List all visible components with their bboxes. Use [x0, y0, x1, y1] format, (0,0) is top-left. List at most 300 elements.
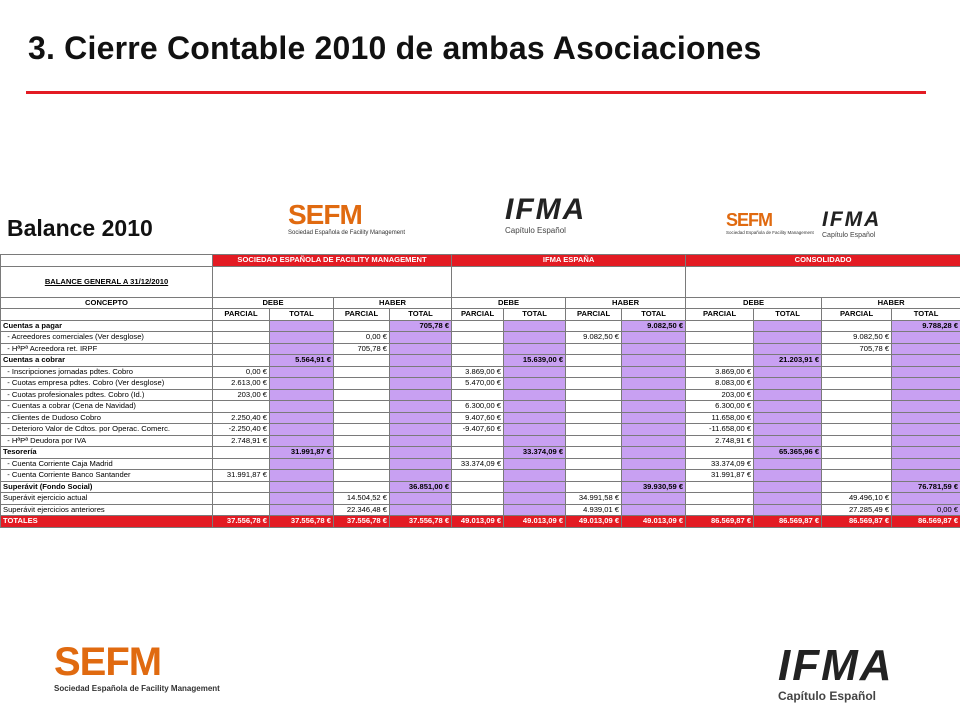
row-value [622, 435, 686, 447]
row-value: 6.300,00 € [452, 401, 504, 413]
row-value: 9.082,50 € [622, 320, 686, 332]
ifma-small-tagline: Capítulo Español [822, 232, 876, 239]
row-value [622, 493, 686, 505]
balance-table [0, 254, 960, 528]
row-value [504, 493, 566, 505]
row-value [390, 435, 452, 447]
row-concept: - Cuentas a cobrar (Cena de Navidad) [1, 401, 213, 413]
row-value [892, 401, 960, 413]
sefm-logo-word: SEFM [288, 199, 362, 230]
row-value: 0,00 € [213, 366, 270, 378]
row-value [390, 389, 452, 401]
row-value [334, 458, 390, 470]
row-value [892, 424, 960, 436]
row-value [270, 378, 334, 390]
row-value [622, 458, 686, 470]
row-value: 65.365,96 € [754, 447, 822, 459]
row-value [452, 320, 504, 332]
row-value [622, 470, 686, 482]
row-concept: - Cuenta Corriente Caja Madrid [1, 458, 213, 470]
row-value [334, 470, 390, 482]
row-value [390, 355, 452, 367]
row-value [566, 401, 622, 413]
table-row [1, 412, 960, 424]
group-header-ifma: IFMA ESPAÑA [452, 255, 686, 267]
row-value [822, 355, 892, 367]
debe-header: DEBE [452, 297, 566, 309]
totals-value: 86.569,87 € [686, 516, 754, 528]
table-row [1, 447, 960, 459]
row-value: 705,78 € [334, 343, 390, 355]
row-value: 21.203,91 € [754, 355, 822, 367]
row-value [622, 412, 686, 424]
sefm-small-word: SEFM [726, 210, 773, 230]
sefm-logo-tagline: Sociedad Española de Facility Management [288, 230, 406, 236]
row-value [452, 470, 504, 482]
row-value [390, 401, 452, 413]
row-value: 4.939,01 € [566, 504, 622, 516]
table-row [1, 378, 960, 390]
row-value [822, 458, 892, 470]
row-value [566, 435, 622, 447]
row-value [504, 378, 566, 390]
row-value [892, 355, 960, 367]
debe-header: DEBE [213, 297, 334, 309]
table-row [1, 401, 960, 413]
row-concept: Cuentas a pagar [1, 320, 213, 332]
row-value [754, 343, 822, 355]
row-value: 705,78 € [390, 320, 452, 332]
row-concept: - Acreedores comerciales (Ver desglose) [1, 332, 213, 344]
row-value [622, 332, 686, 344]
row-concept: - Cuotas profesionales pdtes. Cobro (Id.) [1, 389, 213, 401]
row-value [566, 389, 622, 401]
row-value [452, 355, 504, 367]
totals-value: 37.556,78 € [390, 516, 452, 528]
row-value [822, 389, 892, 401]
row-value [270, 458, 334, 470]
totals-value: 49.013,09 € [452, 516, 504, 528]
row-value: 9.082,50 € [566, 332, 622, 344]
balance-spreadsheet [0, 254, 960, 528]
row-value [504, 320, 566, 332]
row-value: 0,00 € [892, 504, 960, 516]
row-value [754, 493, 822, 505]
totals-value: 49.013,09 € [566, 516, 622, 528]
row-value [566, 320, 622, 332]
parcial-header: PARCIAL [566, 309, 622, 321]
totals-value: 37.556,78 € [213, 516, 270, 528]
row-value [622, 401, 686, 413]
ifma-bottom-word: IFMA [778, 641, 894, 690]
row-value [213, 504, 270, 516]
row-value [822, 320, 892, 332]
row-value [390, 447, 452, 459]
table-row [1, 424, 960, 436]
totals-row [1, 516, 960, 528]
row-value [390, 493, 452, 505]
ifma-small-word: IFMA [822, 208, 882, 231]
row-value [452, 493, 504, 505]
row-value [754, 389, 822, 401]
row-value [686, 320, 754, 332]
row-value: 27.285,49 € [822, 504, 892, 516]
sefm-bottom-word: SEFM [54, 640, 162, 684]
row-concept: Tesorería [1, 447, 213, 459]
row-value [504, 470, 566, 482]
row-value [213, 401, 270, 413]
total-header: TOTAL [892, 309, 960, 321]
row-value [270, 435, 334, 447]
totals-value: 86.569,87 € [892, 516, 960, 528]
row-value [213, 458, 270, 470]
row-value [566, 412, 622, 424]
row-value [334, 481, 390, 493]
row-value [452, 435, 504, 447]
totals-value: 37.556,78 € [334, 516, 390, 528]
row-value [754, 504, 822, 516]
row-value [566, 424, 622, 436]
row-value [270, 504, 334, 516]
table-row [1, 320, 960, 332]
row-value [822, 401, 892, 413]
total-header: TOTAL [754, 309, 822, 321]
row-value [270, 424, 334, 436]
row-value [892, 435, 960, 447]
row-value [334, 424, 390, 436]
table-row [1, 435, 960, 447]
row-value: 9.788,28 € [892, 320, 960, 332]
totals-label: TOTALES [1, 516, 213, 528]
row-value: 3.869,00 € [452, 366, 504, 378]
row-value [452, 447, 504, 459]
row-value: 5.564,91 € [270, 355, 334, 367]
row-value [566, 458, 622, 470]
row-value [622, 355, 686, 367]
row-value [892, 470, 960, 482]
row-concept: - Clientes de Dudoso Cobro [1, 412, 213, 424]
row-value [213, 355, 270, 367]
row-concept: Superávit ejercicio actual [1, 493, 213, 505]
row-value [566, 378, 622, 390]
row-value [892, 447, 960, 459]
row-value: 3.869,00 € [686, 366, 754, 378]
row-concept: Cuentas a cobrar [1, 355, 213, 367]
row-value: -9.407,60 € [452, 424, 504, 436]
parcial-header: PARCIAL [213, 309, 270, 321]
row-value [822, 470, 892, 482]
row-value [686, 504, 754, 516]
row-value [892, 389, 960, 401]
concept-header: CONCEPTO [1, 297, 213, 309]
parcial-header: PARCIAL [452, 309, 504, 321]
row-value [270, 366, 334, 378]
row-value: 31.991,87 € [686, 470, 754, 482]
row-value [270, 332, 334, 344]
title-divider [26, 91, 926, 94]
row-value [822, 481, 892, 493]
row-value [822, 424, 892, 436]
table-row [1, 458, 960, 470]
row-value [334, 320, 390, 332]
row-value [452, 481, 504, 493]
row-value: 203,00 € [213, 389, 270, 401]
row-value: 9.082,50 € [822, 332, 892, 344]
row-value [892, 412, 960, 424]
row-value: 34.991,58 € [566, 493, 622, 505]
row-concept: - Inscripciones jornadas pdtes. Cobro [1, 366, 213, 378]
row-value: 11.658,00 € [686, 412, 754, 424]
row-value [822, 366, 892, 378]
table-row [1, 366, 960, 378]
row-value [334, 401, 390, 413]
row-value [754, 435, 822, 447]
row-value [822, 378, 892, 390]
row-value [213, 493, 270, 505]
balance-subtitle: Balance 2010 [7, 215, 153, 241]
row-value: 2.250,40 € [213, 412, 270, 424]
row-value [566, 355, 622, 367]
row-value [270, 389, 334, 401]
row-value: 33.374,09 € [686, 458, 754, 470]
row-value: 39.930,59 € [622, 481, 686, 493]
row-concept: Superávit (Fondo Social) [1, 481, 213, 493]
row-value [270, 320, 334, 332]
table-row [1, 332, 960, 344]
row-value [452, 389, 504, 401]
row-value [504, 343, 566, 355]
sefm-logo-small [718, 210, 818, 250]
totals-value: 37.556,78 € [270, 516, 334, 528]
sefm-logo-bottom [28, 640, 228, 710]
row-concept: - HªPª Acreedora ret. IRPF [1, 343, 213, 355]
row-value [892, 343, 960, 355]
row-value [622, 424, 686, 436]
row-value [334, 389, 390, 401]
row-value [822, 435, 892, 447]
row-value [270, 493, 334, 505]
row-value [334, 366, 390, 378]
row-value [504, 412, 566, 424]
debe-header: DEBE [686, 297, 822, 309]
row-value: 33.374,09 € [504, 447, 566, 459]
haber-header: HABER [334, 297, 452, 309]
totals-value: 49.013,09 € [504, 516, 566, 528]
row-value [504, 424, 566, 436]
row-value: 14.504,52 € [334, 493, 390, 505]
row-value [622, 366, 686, 378]
row-value: 203,00 € [686, 389, 754, 401]
totals-value: 86.569,87 € [822, 516, 892, 528]
row-value [754, 366, 822, 378]
row-value: 2.748,91 € [213, 435, 270, 447]
row-value [892, 366, 960, 378]
row-value [822, 412, 892, 424]
row-value: 33.374,09 € [452, 458, 504, 470]
row-value [754, 332, 822, 344]
row-value [390, 470, 452, 482]
row-value: 76.781,59 € [892, 481, 960, 493]
haber-header: HABER [566, 297, 686, 309]
row-value [452, 332, 504, 344]
row-value [622, 504, 686, 516]
heading-spacer-ifma [452, 266, 686, 297]
row-value [504, 458, 566, 470]
row-value [213, 343, 270, 355]
row-value [270, 343, 334, 355]
row-value [270, 481, 334, 493]
slide-title: 3. Cierre Contable 2010 de ambas Asociaciones [28, 30, 762, 66]
row-value [270, 470, 334, 482]
row-value [390, 504, 452, 516]
sefm-logo-top [270, 200, 430, 250]
row-value [504, 366, 566, 378]
row-value: 5.470,00 € [452, 378, 504, 390]
row-value [566, 343, 622, 355]
row-value [686, 481, 754, 493]
row-value [892, 332, 960, 344]
row-value [622, 389, 686, 401]
row-value [754, 378, 822, 390]
row-value [754, 481, 822, 493]
row-value [686, 355, 754, 367]
row-value [622, 343, 686, 355]
row-value [390, 412, 452, 424]
ifma-logo-top [505, 194, 635, 244]
row-value [566, 470, 622, 482]
row-value [566, 481, 622, 493]
row-value [390, 424, 452, 436]
row-value [334, 447, 390, 459]
row-value [622, 378, 686, 390]
row-value [686, 332, 754, 344]
row-value [892, 493, 960, 505]
row-value [754, 458, 822, 470]
sefm-small-tagline: Sociedad Española de Facility Management [726, 230, 814, 235]
heading-spacer-sefm [213, 266, 452, 297]
row-concept: - HªPª Deudora por IVA [1, 435, 213, 447]
row-value: 36.851,00 € [390, 481, 452, 493]
row-value: 22.346,48 € [334, 504, 390, 516]
row-value: 705,78 € [822, 343, 892, 355]
row-value: 15.639,00 € [504, 355, 566, 367]
row-value [754, 470, 822, 482]
row-concept: - Cuotas empresa pdtes. Cobro (Ver desglose) [1, 378, 213, 390]
group-header-sefm: SOCIEDAD ESPAÑOLA DE FACILITY MANAGEMENT [213, 255, 452, 267]
row-value: 2.748,91 € [686, 435, 754, 447]
row-value [892, 378, 960, 390]
group-header-consolidado: CONSOLIDADO [686, 255, 960, 267]
row-value [822, 447, 892, 459]
row-value [754, 320, 822, 332]
row-value [213, 332, 270, 344]
header-blank [1, 255, 213, 267]
table-row [1, 470, 960, 482]
total-header: TOTAL [504, 309, 566, 321]
sefm-bottom-tagline: Sociedad Española de Facility Management [54, 684, 220, 693]
haber-header: HABER [822, 297, 960, 309]
row-value [334, 355, 390, 367]
parcial-header: PARCIAL [334, 309, 390, 321]
total-header: TOTAL [390, 309, 452, 321]
row-value [452, 504, 504, 516]
ifma-logo-small [822, 208, 922, 248]
table-row [1, 343, 960, 355]
ifma-bottom-tagline: Capítulo Español [778, 689, 877, 703]
row-value [452, 343, 504, 355]
ifma-logo-bottom [778, 643, 948, 713]
subheader-blank [1, 309, 213, 321]
row-value [390, 366, 452, 378]
ifma-logo-word: IFMA [505, 193, 587, 226]
row-value: 6.300,00 € [686, 401, 754, 413]
balance-heading: BALANCE GENERAL A 31/12/2010 [1, 266, 213, 297]
row-value [686, 447, 754, 459]
row-value [390, 343, 452, 355]
row-value [754, 412, 822, 424]
row-concept: - Cuenta Corriente Banco Santander [1, 470, 213, 482]
parcial-header: PARCIAL [822, 309, 892, 321]
row-value [504, 332, 566, 344]
row-value [213, 447, 270, 459]
table-row [1, 355, 960, 367]
total-header: TOTAL [622, 309, 686, 321]
row-value [504, 504, 566, 516]
ifma-logo-tagline: Capítulo Español [505, 226, 566, 235]
row-value: 31.991,87 € [213, 470, 270, 482]
row-value [754, 424, 822, 436]
table-row [1, 481, 960, 493]
row-value [334, 435, 390, 447]
total-header: TOTAL [270, 309, 334, 321]
table-row [1, 504, 960, 516]
row-value [213, 320, 270, 332]
row-value: 8.083,00 € [686, 378, 754, 390]
row-value [504, 481, 566, 493]
row-value [390, 332, 452, 344]
row-value [686, 343, 754, 355]
heading-spacer-consolidado [686, 266, 960, 297]
row-value [566, 366, 622, 378]
row-value [390, 378, 452, 390]
row-value [892, 458, 960, 470]
row-value [334, 412, 390, 424]
table-row [1, 493, 960, 505]
row-value [334, 378, 390, 390]
row-value [566, 447, 622, 459]
row-value: 9.407,60 € [452, 412, 504, 424]
row-value [686, 493, 754, 505]
row-value: 2.613,00 € [213, 378, 270, 390]
row-value [270, 401, 334, 413]
row-value [390, 458, 452, 470]
row-value: 31.991,87 € [270, 447, 334, 459]
row-concept: Superávit ejercicios anteriores [1, 504, 213, 516]
row-concept: - Deterioro Valor de Cdtos. por Operac. Comerc. [1, 424, 213, 436]
row-value: 49.496,10 € [822, 493, 892, 505]
totals-value: 86.569,87 € [754, 516, 822, 528]
row-value: -11.658,00 € [686, 424, 754, 436]
parcial-header: PARCIAL [686, 309, 754, 321]
row-value [622, 447, 686, 459]
row-value [504, 389, 566, 401]
totals-value: 49.013,09 € [622, 516, 686, 528]
row-value [504, 401, 566, 413]
table-row [1, 389, 960, 401]
row-value [504, 435, 566, 447]
row-value [270, 412, 334, 424]
row-value [213, 481, 270, 493]
